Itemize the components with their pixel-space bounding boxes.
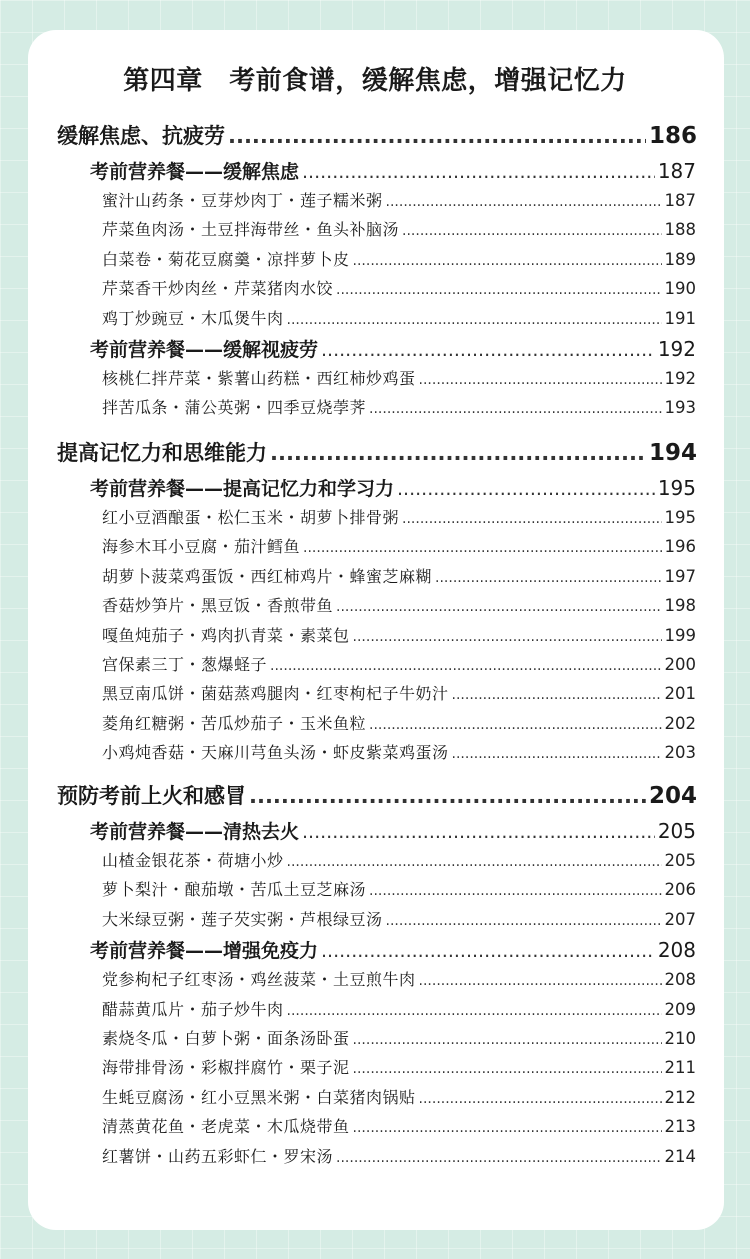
toc-entry-title: 党参枸杞子红枣汤・鸡丝菠菜・土豆煎牛肉	[102, 970, 416, 990]
toc-group[interactable]	[90, 817, 696, 845]
toc-entry-page-number: 211	[664, 1058, 696, 1078]
toc-entry[interactable]	[102, 366, 696, 392]
toc-entry-page-number: 191	[664, 308, 696, 328]
dot-leader	[336, 1150, 661, 1166]
toc-entry-page-number: 197	[664, 566, 696, 586]
toc-section-page-number: 194	[648, 440, 697, 466]
toc-entry[interactable]	[102, 1144, 696, 1170]
toc-entry-page-number: 202	[664, 713, 696, 733]
toc-entry-page-number: 206	[664, 880, 696, 900]
dot-leader	[302, 161, 655, 183]
dot-leader	[452, 687, 662, 703]
toc-entry[interactable]	[102, 188, 696, 214]
toc-entry[interactable]	[102, 967, 696, 993]
toc-entry-title: 鸡丁炒豌豆・木瓜煲牛肉	[102, 308, 284, 328]
toc-entry-title: 海带排骨汤・彩椒拌腐竹・栗子泥	[102, 1058, 350, 1078]
toc-entry[interactable]	[102, 395, 696, 421]
dot-leader	[369, 717, 661, 733]
toc-group-page-number: 208	[657, 938, 696, 963]
dot-leader	[402, 511, 661, 527]
dot-leader	[369, 401, 661, 417]
toc-entry-title: 大米绿豆粥・莲子芡实粥・芦根绿豆汤	[102, 909, 383, 929]
toc-section-title: 提高记忆力和思维能力	[57, 441, 267, 465]
toc-entry-page-number: 201	[664, 684, 696, 704]
toc-entry-title: 菱角红糖粥・苦瓜炒茄子・玉米鱼粒	[102, 713, 367, 733]
toc-entry-page-number: 196	[664, 537, 696, 557]
toc-entry-title: 白菜卷・菊花豆腐羹・凉拌萝卜皮	[102, 249, 350, 269]
toc-entry-title: 胡萝卜菠菜鸡蛋饭・西红柿鸡片・蜂蜜芝麻糊	[102, 566, 433, 586]
toc-entry-page-number: 188	[664, 220, 696, 240]
toc-entry[interactable]	[102, 276, 696, 302]
dot-leader	[287, 312, 662, 328]
dot-leader	[302, 821, 655, 843]
dot-leader	[321, 339, 655, 361]
toc-entry-title: 萝卜梨汁・酿茄墩・苦瓜土豆芝麻汤	[102, 880, 367, 900]
dot-leader	[336, 599, 661, 615]
toc-section[interactable]	[57, 437, 697, 467]
dot-leader	[397, 478, 655, 500]
toc-entry-title: 小鸡炖香菇・天麻川芎鱼头汤・虾皮紫菜鸡蛋汤	[102, 743, 449, 763]
toc-entry-page-number: 193	[664, 398, 696, 418]
toc-entry-page-number: 192	[664, 369, 696, 388]
toc-entry[interactable]	[102, 997, 696, 1023]
dot-leader	[287, 854, 662, 870]
toc-entry-title: 山楂金银花茶・荷塘小炒	[102, 851, 284, 870]
toc-section[interactable]	[57, 120, 697, 150]
toc-entry-page-number: 198	[664, 596, 696, 616]
toc-entry[interactable]	[102, 907, 696, 933]
toc-group-title: 考前营养餐——缓解焦虑	[90, 161, 300, 183]
dot-leader	[419, 1091, 662, 1107]
toc-group[interactable]	[90, 474, 696, 502]
toc-entry[interactable]	[102, 877, 696, 903]
dot-leader	[303, 540, 661, 556]
toc-section-title: 缓解焦虑、抗疲劳	[57, 124, 225, 148]
toc-entry[interactable]	[102, 848, 696, 874]
toc-entry-title: 蜜汁山药条・豆芽炒肉丁・莲子糯米粥	[102, 191, 383, 210]
toc-entry[interactable]	[102, 1114, 696, 1140]
toc-group-page-number: 195	[657, 476, 696, 500]
toc-entry-page-number: 208	[664, 970, 696, 990]
toc-entry[interactable]	[102, 593, 696, 619]
toc-entry-page-number: 212	[664, 1087, 696, 1107]
toc-entry-title: 拌苦瓜条・蒲公英粥・四季豆烧荸荠	[102, 398, 367, 418]
toc-section-title: 预防考前上火和感冒	[57, 784, 246, 808]
toc-entry[interactable]	[102, 1055, 696, 1081]
toc-entry-page-number: 199	[664, 625, 696, 645]
dot-leader	[353, 1032, 662, 1048]
toc-entry-title: 芹菜香干炒肉丝・芹菜猪肉水饺	[102, 279, 334, 299]
toc-entry-title: 香菇炒笋片・黑豆饭・香煎带鱼	[102, 596, 334, 616]
toc-entry[interactable]	[102, 681, 696, 707]
dot-leader	[228, 124, 646, 148]
toc-group[interactable]	[90, 936, 696, 964]
toc-entry-page-number: 195	[664, 508, 696, 527]
dot-leader	[353, 1120, 662, 1136]
toc-group-page-number: 192	[657, 337, 696, 361]
toc-group-title: 考前营养餐——清热去火	[90, 821, 300, 843]
toc-entry[interactable]	[102, 247, 696, 273]
toc-group[interactable]	[90, 335, 696, 363]
dot-leader	[249, 784, 646, 808]
toc-entry-title: 核桃仁拌芹菜・紫薯山药糕・西红柿炒鸡蛋	[102, 369, 416, 388]
dot-leader	[287, 1003, 662, 1019]
toc-entry[interactable]	[102, 652, 696, 678]
toc-entry-title: 黑豆南瓜饼・菌菇蒸鸡腿肉・红枣枸杞子牛奶汁	[102, 684, 449, 704]
toc-entry[interactable]	[102, 505, 696, 531]
toc-entry-title: 清蒸黄花鱼・老虎菜・木瓜烧带鱼	[102, 1117, 350, 1137]
toc-entry-title: 宫保素三丁・葱爆蛏子	[102, 655, 268, 674]
toc-group-page-number: 187	[657, 159, 696, 183]
toc-entry-page-number: 190	[664, 279, 696, 299]
dot-leader	[321, 940, 655, 962]
toc-section-page-number: 186	[648, 123, 697, 149]
toc-entry-title: 醋蒜黄瓜片・茄子炒牛肉	[102, 999, 284, 1019]
toc-entry[interactable]	[102, 740, 696, 766]
dot-leader	[386, 194, 662, 210]
toc-entry-title: 海参木耳小豆腐・茄汁鳕鱼	[102, 537, 301, 557]
dot-leader	[353, 629, 662, 645]
toc-entry[interactable]	[102, 306, 696, 332]
dot-leader	[419, 372, 662, 388]
toc-entry-title: 嘎鱼炖茄子・鸡肉扒青菜・素菜包	[102, 625, 350, 645]
dot-leader	[386, 913, 662, 929]
dot-leader	[435, 570, 661, 586]
dot-leader	[369, 883, 661, 899]
toc-entry-page-number: 213	[664, 1117, 696, 1137]
toc-entry-page-number: 200	[664, 655, 696, 674]
toc-entry[interactable]	[102, 623, 696, 649]
toc-entry-page-number: 207	[664, 909, 696, 929]
toc-entry-page-number: 205	[664, 851, 696, 870]
dot-leader	[402, 223, 661, 239]
dot-leader	[353, 253, 662, 269]
dot-leader	[353, 1061, 662, 1077]
toc-entry-page-number: 209	[664, 999, 696, 1019]
toc-entry-page-number: 210	[664, 1029, 696, 1048]
toc-entry[interactable]	[102, 1085, 696, 1111]
dot-leader	[452, 746, 662, 762]
dot-leader	[419, 973, 662, 989]
dot-leader	[270, 658, 661, 674]
toc-entry-page-number: 203	[664, 743, 696, 763]
toc-entry-page-number: 189	[664, 249, 696, 269]
toc-entry-page-number: 214	[664, 1146, 696, 1166]
toc-group[interactable]	[90, 157, 696, 185]
toc-group-title: 考前营养餐——缓解视疲劳	[90, 339, 319, 361]
toc-group-title: 考前营养餐——提高记忆力和学习力	[90, 478, 395, 500]
toc-entry[interactable]	[102, 564, 696, 590]
toc-entry[interactable]	[102, 711, 696, 737]
toc-entry-page-number: 187	[664, 191, 696, 210]
toc-section[interactable]	[57, 780, 697, 810]
toc-entry-title: 红小豆酒酿蛋・松仁玉米・胡萝卜排骨粥	[102, 508, 400, 527]
toc-entry-title: 素烧冬瓜・白萝卜粥・面条汤卧蛋	[102, 1029, 350, 1048]
dot-leader	[270, 441, 646, 465]
chapter-title: 第四章 考前食谱，缓解焦虑，增强记忆力	[123, 66, 627, 96]
toc-entry[interactable]	[102, 217, 696, 243]
toc-entry[interactable]	[102, 1026, 696, 1052]
toc-group-title: 考前营养餐——增强免疫力	[90, 940, 319, 963]
toc-entry-title: 红薯饼・山药五彩虾仁・罗宋汤	[102, 1146, 334, 1166]
toc-entry-title: 生蚝豆腐汤・红小豆黑米粥・白菜猪肉锅贴	[102, 1087, 416, 1107]
toc-group-page-number: 205	[657, 819, 696, 843]
dot-leader	[336, 282, 661, 298]
toc-entry-title: 芹菜鱼肉汤・土豆拌海带丝・鱼头补脑汤	[102, 220, 400, 240]
toc-entry[interactable]	[102, 534, 696, 560]
toc-section-page-number: 204	[648, 783, 697, 809]
